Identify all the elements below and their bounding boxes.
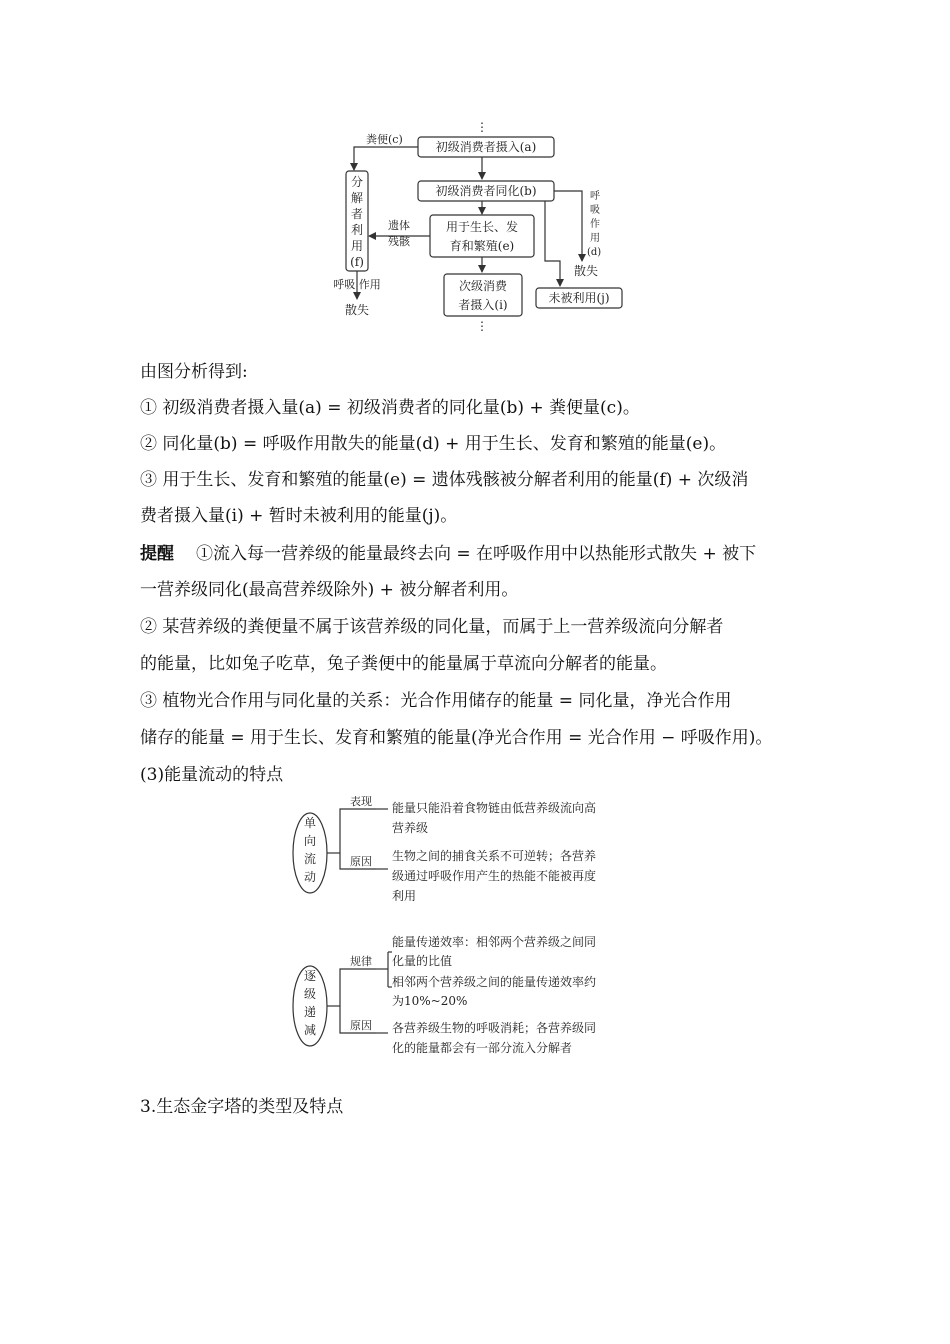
mm1-b2-line2: 级通过呼吸作用产生的热能不能被再度 — [392, 869, 597, 883]
mm2-b2-line1: 各营养级生物的呼吸消耗；各营养级同 — [392, 1021, 597, 1035]
resp-char-0: 呼 — [590, 191, 600, 202]
mm2-branch1-label: 规律 — [350, 955, 372, 968]
remains-line1: 遗体 — [388, 219, 410, 232]
resp-char-2: 作 — [590, 219, 600, 230]
oval2-char-1: 级 — [303, 987, 317, 1001]
mm1-branch1-label: 表现 — [350, 796, 372, 808]
mm2-branch2-label: 原因 — [350, 1019, 372, 1032]
section-3-heading: (3)能量流动的特点 — [140, 765, 284, 785]
assimilation-label: 初级消费者同化(b) — [435, 184, 537, 198]
feces-label: 粪便(c) — [366, 133, 403, 146]
point-1: ① 初级消费者摄入量(a) = 初级消费者的同化量(b) + 粪便量(c)。 — [140, 398, 640, 418]
stepwise-decrease-map — [290, 932, 670, 1064]
point-3-line1: ③ 用于生长、发育和繁殖的能量(e) = 遗体残骸被分解者利用的能量(f) + 次级消 — [140, 470, 749, 490]
energy-flow-diagram — [320, 118, 640, 338]
decomp-char-1: 解 — [350, 191, 364, 205]
decomp-char-3: 利 — [350, 223, 364, 237]
resp-char-3: 用 — [590, 233, 600, 244]
decomp-lost-label: 散失 — [344, 303, 370, 317]
mm2-b1-line2: 化量的比值 — [392, 954, 453, 968]
dots-top: ⋮ — [476, 120, 488, 134]
mm2-b1-line3: 相邻两个营养级之间的能量传递效率约 — [392, 975, 597, 989]
oval2-char-2: 递 — [303, 1005, 317, 1019]
respiration-arrow — [554, 191, 582, 261]
intake-label: 初级消费者摄入(a) — [435, 140, 537, 154]
oval2-char-0: 逐 — [303, 969, 317, 983]
next-line2: 者摄入(i) — [458, 298, 508, 312]
oval1-char-1: 向 — [303, 834, 317, 848]
mm1-b1-line1: 能量只能沿着食物链由低营养级流向高 — [392, 801, 597, 815]
tip-label: 提醒 — [140, 544, 174, 564]
growth-line1: 用于生长、发 — [445, 220, 519, 234]
unidirectional-flow-map — [290, 796, 670, 914]
mm1-branch2-label: 原因 — [350, 855, 372, 868]
next-line1: 次级消费 — [458, 279, 508, 293]
growth-line2: 育和繁殖(e) — [449, 239, 515, 253]
decomp-char-5: (f) — [350, 255, 364, 269]
point-2: ② 同化量(b) = 呼吸作用散失的能量(d) + 用于生长、发育和繁殖的能量(e)。 — [140, 434, 727, 454]
tip-2-line1: ② 某营养级的粪便量不属于该营养级的同化量，而属于上一营养级流向分解者 — [140, 617, 724, 637]
decomp-char-4: 用 — [350, 239, 364, 253]
decomp-resp-label: 呼吸 作用 — [333, 278, 381, 291]
tip-3-line2: 储存的能量 = 用于生长、发育和繁殖的能量(净光合作用 = 光合作用 − 呼吸作用)。 — [140, 728, 773, 748]
resp-char-1: 吸 — [590, 205, 600, 216]
oval1-char-2: 流 — [303, 852, 317, 866]
tip-1-line1 — [140, 544, 756, 564]
oval1-char-0: 单 — [303, 816, 317, 830]
oval2-char-3: 减 — [303, 1023, 317, 1037]
oval1-char-3: 动 — [303, 870, 317, 884]
mm1-b2-line3: 利用 — [392, 889, 417, 903]
resp-lost-label: 散失 — [574, 264, 599, 278]
dots-bottom: ⋮ — [476, 319, 488, 333]
tip-2-line2: 的能量，比如兔子吃草，兔子粪便中的能量属于草流向分解者的能量。 — [140, 654, 667, 674]
mm2-b2-line2: 化的能量都会有一部分流入分解者 — [392, 1041, 573, 1055]
mm2-b1-line1: 能量传递效率：相邻两个营养级之间同 — [392, 935, 597, 949]
to-unused-arrow — [545, 201, 560, 286]
decomp-char-2: 者 — [350, 207, 364, 221]
tip-3-line1: ③ 植物光合作用与同化量的关系：光合作用储存的能量 = 同化量，净光合作用 — [140, 691, 732, 711]
feces-arrow — [354, 147, 418, 170]
mm1-b2-line1: 生物之间的捕食关系不可逆转；各营养 — [392, 849, 597, 863]
intro-text: 由图分析得到: — [140, 362, 248, 382]
unused-label: 未被利用(j) — [548, 291, 610, 305]
heading-3: 3.生态金字塔的类型及特点 — [140, 1097, 344, 1117]
mm2-b1-line4: 为10%~20% — [392, 994, 468, 1008]
decomp-char-0: 分 — [350, 175, 364, 189]
mm1-b1-line2: 营养级 — [392, 821, 429, 835]
tip-1-line2: 一营养级同化(最高营养级除外) + 被分解者利用。 — [140, 580, 519, 600]
remains-line2: 残骸 — [388, 235, 410, 248]
resp-char-4: (d) — [587, 247, 602, 258]
tip-1-text: ①流入每一营养级的能量最终去向 = 在呼吸作用中以热能形式散失 + 被下 — [196, 544, 757, 564]
point-3-line2: 费者摄入量(i) + 暂时未被利用的能量(j)。 — [140, 506, 458, 526]
